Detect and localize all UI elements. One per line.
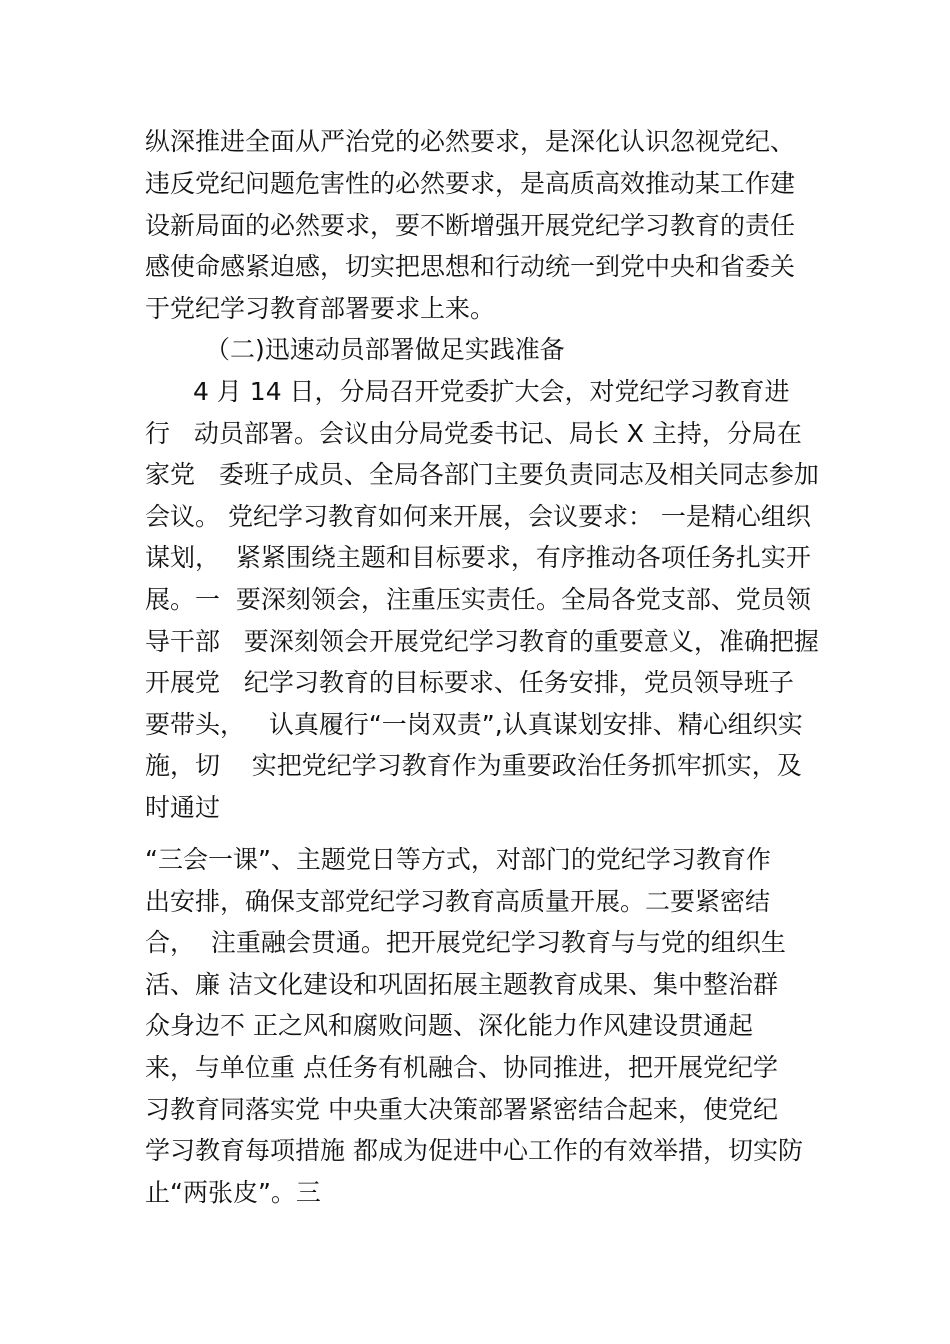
paragraph-line-7: 4 月 14 日，分局召开党委扩大会，对党纪学习教育进 xyxy=(193,377,790,406)
paragraph-line-13: 导干部 要深刻领会开展党纪学习教育的重要意义，准确把握 xyxy=(145,627,819,656)
paragraph-line-15: 要带头， 认真履行“一岗双责”,认真谋划安排、精心组织实 xyxy=(145,710,803,739)
paragraph-line-16: 施，切 实把党纪学习教育作为重要政治任务抓牢抓实，及 xyxy=(145,751,802,780)
paragraph-line-2: 违反党纪问题危害性的必然要求，是高质高效推动某工作建 xyxy=(145,169,796,198)
paragraph-line-4: 感使命感紧迫感，切实把思想和行动统一到党中央和省委关 xyxy=(145,252,796,281)
paragraph-line-19: 出安排，确保支部党纪学习教育高质量开展。二要紧密结 xyxy=(145,887,771,916)
paragraph-line-8: 行 动员部署。会议由分局党委书记、局长 X 主持，分局在 xyxy=(145,419,802,448)
paragraph-line-14: 开展党 纪学习教育的目标要求、任务安排，党员领导班子 xyxy=(145,668,794,697)
paragraph-line-1: 纵深推进全面从严治党的必然要求，是深化认识忽视党纪、 xyxy=(145,127,796,156)
paragraph-line-26: 止“两张皮”。三 xyxy=(145,1178,321,1207)
paragraph-line-23: 来，与单位重 点任务有机融合、协同推进，把开展党纪学 xyxy=(145,1053,778,1082)
paragraph-line-12: 展。一 要深刻领会，注重压实责任。全局各党支部、党员领 xyxy=(145,585,811,614)
paragraph-line-5: 于党纪学习教育部署要求上来。 xyxy=(145,294,496,323)
section-heading: （二)迅速动员部署做足实践准备 xyxy=(205,335,565,364)
paragraph-line-3: 设新局面的必然要求，要不断增强开展党纪学习教育的责任 xyxy=(145,211,796,240)
paragraph-line-11: 谋划， 紧紧围绕主题和目标要求，有序推动各项任务扎实开 xyxy=(145,543,811,572)
paragraph-line-25: 学习教育每项措施 都成为促进中心工作的有效举措，切实防 xyxy=(145,1136,803,1165)
paragraph-line-10: 会议。 党纪学习教育如何来开展，会议要求： 一是精心组织 xyxy=(145,502,811,531)
paragraph-line-24: 习教育同落实党 中央重大决策部署紧密结合起来，使党纪 xyxy=(145,1095,778,1124)
paragraph-line-9: 家党 委班子成员、全局各部门主要负责同志及相关同志参加 xyxy=(145,460,819,489)
paragraph-line-17: 时通过 xyxy=(145,793,221,822)
paragraph-line-18: “三会一课”、主题党日等方式，对部门的党纪学习教育作 xyxy=(145,845,771,874)
paragraph-line-20: 合， 注重融会贯通。把开展党纪学习教育与与党的组织生 xyxy=(145,928,786,957)
paragraph-line-21: 活、廉 洁文化建设和巩固拓展主题教育成果、集中整治群 xyxy=(145,970,778,999)
paragraph-line-22: 众身边不 正之风和腐败问题、深化能力作风建设贯通起 xyxy=(145,1011,753,1040)
